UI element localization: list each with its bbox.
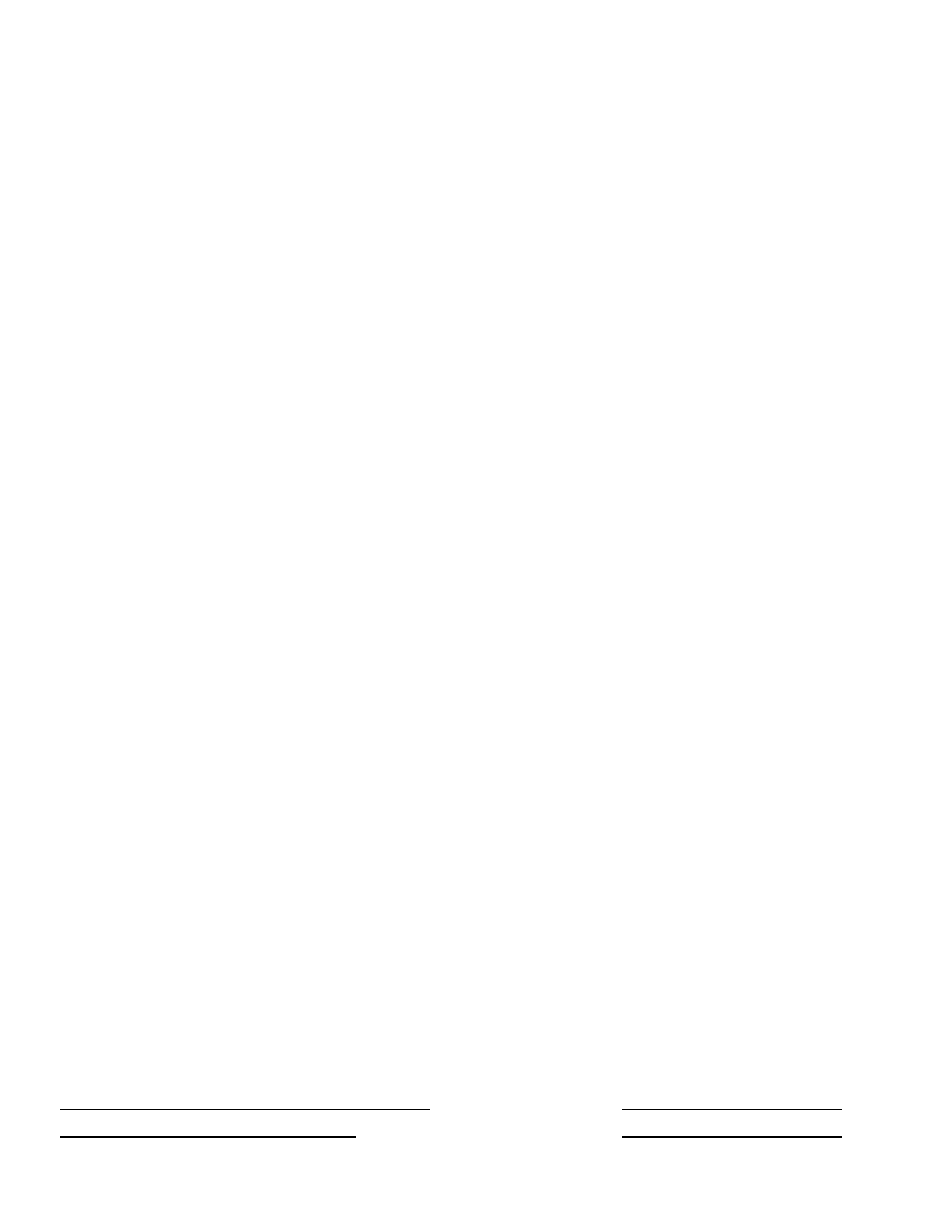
employer-date-field[interactable] <box>622 1122 842 1138</box>
employer-signature-field[interactable] <box>60 1122 356 1138</box>
employee-signature-row <box>56 1095 430 1115</box>
employee-signature-field[interactable] <box>60 1095 430 1110</box>
surgical-sn-header <box>59 688 93 703</box>
employer-signature-row <box>56 1122 356 1143</box>
employee-date-field[interactable] <box>622 1095 842 1110</box>
employer-date-row <box>616 1122 842 1143</box>
employee-date-row <box>616 1095 842 1115</box>
